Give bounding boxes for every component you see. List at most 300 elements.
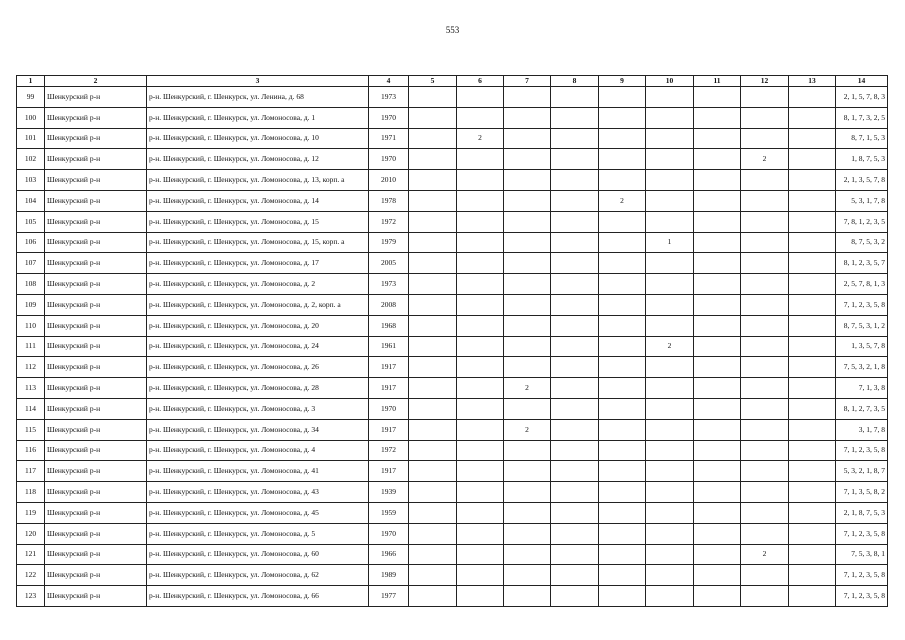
col11-cell [694, 440, 741, 461]
col8-cell [551, 419, 599, 440]
address-cell: р-н. Шенкурский, г. Шенкурск, ул. Ломоносова, д. 4 [147, 440, 369, 461]
sequence-cell: 7, 1, 2, 3, 5, 8 [836, 565, 888, 586]
district-cell: Шенкурский р-н [45, 87, 147, 108]
column-header-9: 9 [599, 76, 646, 87]
row-number: 104 [17, 190, 45, 211]
col10-cell [646, 315, 694, 336]
column-header-13: 13 [789, 76, 836, 87]
column-header-6: 6 [457, 76, 504, 87]
col12-cell: 2 [741, 544, 789, 565]
address-cell: р-н. Шенкурский, г. Шенкурск, ул. Ломоносова, д. 43 [147, 482, 369, 503]
col8-cell [551, 253, 599, 274]
column-header-2: 2 [45, 76, 147, 87]
sequence-cell: 5, 3, 2, 1, 8, 7 [836, 461, 888, 482]
address-cell: р-н. Шенкурский, г. Шенкурск, ул. Ломоносова, д. 41 [147, 461, 369, 482]
col12-cell [741, 190, 789, 211]
sequence-cell: 2, 5, 7, 8, 1, 3 [836, 274, 888, 295]
row-number: 102 [17, 149, 45, 170]
sequence-cell: 7, 1, 2, 3, 5, 8 [836, 294, 888, 315]
col6-cell [457, 586, 504, 607]
col11-cell [694, 190, 741, 211]
col7-cell [504, 190, 551, 211]
row-number: 109 [17, 294, 45, 315]
col7-cell [504, 274, 551, 295]
col12-cell [741, 440, 789, 461]
address-cell: р-н. Шенкурский, г. Шенкурск, ул. Ломоносова, д. 66 [147, 586, 369, 607]
col5-cell [409, 586, 457, 607]
sequence-cell: 7, 1, 3, 5, 8, 2 [836, 482, 888, 503]
address-cell: р-н. Шенкурский, г. Шенкурск, ул. Ломоносова, д. 12 [147, 149, 369, 170]
col10-cell [646, 440, 694, 461]
table-row [17, 482, 888, 503]
col6-cell [457, 107, 504, 128]
col9-cell [599, 128, 646, 149]
sequence-cell: 2, 1, 3, 5, 7, 8 [836, 170, 888, 191]
sequence-cell: 1, 8, 7, 5, 3 [836, 149, 888, 170]
col10-cell [646, 482, 694, 503]
sequence-cell: 5, 3, 1, 7, 8 [836, 190, 888, 211]
col8-cell [551, 315, 599, 336]
table-row [17, 565, 888, 586]
col13-cell [789, 87, 836, 108]
col6-cell [457, 211, 504, 232]
col10-cell [646, 398, 694, 419]
address-cell: р-н. Шенкурский, г. Шенкурск, ул. Ломоносова, д. 2 [147, 274, 369, 295]
col13-cell [789, 398, 836, 419]
col12-cell [741, 419, 789, 440]
col7-cell [504, 315, 551, 336]
address-cell: р-н. Шенкурский, г. Шенкурск, ул. Ленина, д. 68 [147, 87, 369, 108]
col5-cell [409, 440, 457, 461]
col12-cell [741, 482, 789, 503]
row-number: 121 [17, 544, 45, 565]
col10-cell [646, 128, 694, 149]
col5-cell [409, 274, 457, 295]
col10-cell [646, 565, 694, 586]
year-cell: 1973 [369, 87, 409, 108]
sequence-cell: 8, 7, 5, 3, 1, 2 [836, 315, 888, 336]
col6-cell [457, 170, 504, 191]
col9-cell [599, 336, 646, 357]
col11-cell [694, 586, 741, 607]
row-number: 112 [17, 357, 45, 378]
row-number: 120 [17, 523, 45, 544]
col7-cell [504, 565, 551, 586]
col6-cell [457, 482, 504, 503]
col8-cell [551, 274, 599, 295]
col13-cell [789, 253, 836, 274]
row-number: 123 [17, 586, 45, 607]
col7-cell [504, 107, 551, 128]
col5-cell [409, 544, 457, 565]
col10-cell [646, 87, 694, 108]
registry-table [16, 75, 888, 607]
sequence-cell: 8, 7, 1, 5, 3 [836, 128, 888, 149]
table-row [17, 378, 888, 399]
column-header-7: 7 [504, 76, 551, 87]
col9-cell [599, 357, 646, 378]
row-number: 103 [17, 170, 45, 191]
address-cell: р-н. Шенкурский, г. Шенкурск, ул. Ломоносова, д. 28 [147, 378, 369, 399]
row-number: 115 [17, 419, 45, 440]
table-row [17, 544, 888, 565]
district-cell: Шенкурский р-н [45, 461, 147, 482]
sequence-cell: 2, 1, 8, 7, 5, 3 [836, 502, 888, 523]
table-row [17, 87, 888, 108]
col9-cell [599, 565, 646, 586]
col12-cell [741, 128, 789, 149]
col12-cell [741, 253, 789, 274]
address-cell: р-н. Шенкурский, г. Шенкурск, ул. Ломоносова, д. 3 [147, 398, 369, 419]
table-body [17, 87, 888, 607]
sequence-cell: 7, 1, 3, 8 [836, 378, 888, 399]
col7-cell [504, 149, 551, 170]
col10-cell [646, 253, 694, 274]
district-cell: Шенкурский р-н [45, 523, 147, 544]
row-number: 118 [17, 482, 45, 503]
col8-cell [551, 544, 599, 565]
page-number: 553 [445, 25, 460, 35]
column-header-10: 10 [646, 76, 694, 87]
col5-cell [409, 128, 457, 149]
address-cell: р-н. Шенкурский, г. Шенкурск, ул. Ломоносова, д. 45 [147, 502, 369, 523]
col13-cell [789, 211, 836, 232]
year-cell: 1968 [369, 315, 409, 336]
address-cell: р-н. Шенкурский, г. Шенкурск, ул. Ломоносова, д. 26 [147, 357, 369, 378]
col8-cell [551, 107, 599, 128]
year-cell: 1989 [369, 565, 409, 586]
col10-cell [646, 170, 694, 191]
col13-cell [789, 315, 836, 336]
col11-cell [694, 232, 741, 253]
col13-cell [789, 357, 836, 378]
district-cell: Шенкурский р-н [45, 544, 147, 565]
col10-cell: 1 [646, 232, 694, 253]
address-cell: р-н. Шенкурский, г. Шенкурск, ул. Ломоносова, д. 20 [147, 315, 369, 336]
district-cell: Шенкурский р-н [45, 378, 147, 399]
sequence-cell: 8, 1, 7, 3, 2, 5 [836, 107, 888, 128]
col13-cell [789, 461, 836, 482]
col12-cell [741, 87, 789, 108]
table-row [17, 357, 888, 378]
col5-cell [409, 190, 457, 211]
col13-cell [789, 586, 836, 607]
col5-cell [409, 315, 457, 336]
table-row [17, 170, 888, 191]
district-cell: Шенкурский р-н [45, 107, 147, 128]
col12-cell: 2 [741, 149, 789, 170]
col11-cell [694, 274, 741, 295]
col8-cell [551, 190, 599, 211]
district-cell: Шенкурский р-н [45, 128, 147, 149]
col8-cell [551, 149, 599, 170]
col5-cell [409, 419, 457, 440]
col8-cell [551, 87, 599, 108]
address-cell: р-н. Шенкурский, г. Шенкурск, ул. Ломоносова, д. 5 [147, 523, 369, 544]
row-number: 122 [17, 565, 45, 586]
year-cell: 2005 [369, 253, 409, 274]
col13-cell [789, 274, 836, 295]
year-cell: 1979 [369, 232, 409, 253]
district-cell: Шенкурский р-н [45, 211, 147, 232]
district-cell: Шенкурский р-н [45, 482, 147, 503]
col12-cell [741, 170, 789, 191]
sequence-cell: 7, 5, 3, 2, 1, 8 [836, 357, 888, 378]
col10-cell [646, 523, 694, 544]
col7-cell [504, 482, 551, 503]
year-cell: 1961 [369, 336, 409, 357]
row-number: 110 [17, 315, 45, 336]
col9-cell [599, 586, 646, 607]
col9-cell [599, 378, 646, 399]
col5-cell [409, 87, 457, 108]
row-number: 105 [17, 211, 45, 232]
col6-cell [457, 232, 504, 253]
year-cell: 1972 [369, 440, 409, 461]
col6-cell [457, 315, 504, 336]
col12-cell [741, 315, 789, 336]
col11-cell [694, 294, 741, 315]
col9-cell [599, 232, 646, 253]
col12-cell [741, 461, 789, 482]
col7-cell [504, 232, 551, 253]
table-row [17, 149, 888, 170]
table-row [17, 586, 888, 607]
col12-cell [741, 523, 789, 544]
col11-cell [694, 87, 741, 108]
col10-cell: 2 [646, 336, 694, 357]
district-cell: Шенкурский р-н [45, 274, 147, 295]
year-cell: 1917 [369, 461, 409, 482]
sequence-cell: 8, 1, 2, 7, 3, 5 [836, 398, 888, 419]
table-row [17, 274, 888, 295]
district-cell: Шенкурский р-н [45, 315, 147, 336]
col6-cell: 2 [457, 128, 504, 149]
year-cell: 1966 [369, 544, 409, 565]
col11-cell [694, 502, 741, 523]
col7-cell [504, 357, 551, 378]
col7-cell [504, 461, 551, 482]
district-cell: Шенкурский р-н [45, 170, 147, 191]
col12-cell [741, 565, 789, 586]
address-cell: р-н. Шенкурский, г. Шенкурск, ул. Ломоносова, д. 60 [147, 544, 369, 565]
col5-cell [409, 107, 457, 128]
table-row [17, 461, 888, 482]
sequence-cell: 7, 1, 2, 3, 5, 8 [836, 523, 888, 544]
year-cell: 1959 [369, 502, 409, 523]
column-header-8: 8 [551, 76, 599, 87]
col8-cell [551, 482, 599, 503]
address-cell: р-н. Шенкурский, г. Шенкурск, ул. Ломоносова, д. 14 [147, 190, 369, 211]
year-cell: 1939 [369, 482, 409, 503]
col10-cell [646, 190, 694, 211]
district-cell: Шенкурский р-н [45, 398, 147, 419]
col13-cell [789, 336, 836, 357]
row-number: 106 [17, 232, 45, 253]
col13-cell [789, 502, 836, 523]
col11-cell [694, 253, 741, 274]
col9-cell [599, 523, 646, 544]
col11-cell [694, 398, 741, 419]
col7-cell [504, 336, 551, 357]
col6-cell [457, 523, 504, 544]
row-number: 99 [17, 87, 45, 108]
col5-cell [409, 502, 457, 523]
col10-cell [646, 461, 694, 482]
col12-cell [741, 586, 789, 607]
col5-cell [409, 336, 457, 357]
address-cell: р-н. Шенкурский, г. Шенкурск, ул. Ломоносова, д. 24 [147, 336, 369, 357]
row-number: 114 [17, 398, 45, 419]
col9-cell [599, 461, 646, 482]
col10-cell [646, 419, 694, 440]
col9-cell [599, 502, 646, 523]
year-cell: 2010 [369, 170, 409, 191]
col8-cell [551, 398, 599, 419]
year-cell: 2008 [369, 294, 409, 315]
col11-cell [694, 357, 741, 378]
district-cell: Шенкурский р-н [45, 149, 147, 170]
header-row [17, 76, 888, 87]
col5-cell [409, 232, 457, 253]
address-cell: р-н. Шенкурский, г. Шенкурск, ул. Ломоносова, д. 1 [147, 107, 369, 128]
col9-cell [599, 398, 646, 419]
col8-cell [551, 336, 599, 357]
col7-cell [504, 294, 551, 315]
table-row [17, 232, 888, 253]
col10-cell [646, 274, 694, 295]
year-cell: 1972 [369, 211, 409, 232]
column-header-1: 1 [17, 76, 45, 87]
col12-cell [741, 378, 789, 399]
row-number: 116 [17, 440, 45, 461]
col11-cell [694, 544, 741, 565]
col12-cell [741, 274, 789, 295]
table-row [17, 190, 888, 211]
col6-cell [457, 378, 504, 399]
col12-cell [741, 232, 789, 253]
row-number: 107 [17, 253, 45, 274]
table-row [17, 315, 888, 336]
district-cell: Шенкурский р-н [45, 253, 147, 274]
sequence-cell: 7, 1, 2, 3, 5, 8 [836, 586, 888, 607]
sequence-cell: 2, 1, 5, 7, 8, 3 [836, 87, 888, 108]
col11-cell [694, 149, 741, 170]
table-row [17, 128, 888, 149]
col9-cell [599, 315, 646, 336]
year-cell: 1917 [369, 357, 409, 378]
col9-cell [599, 253, 646, 274]
col11-cell [694, 461, 741, 482]
col5-cell [409, 253, 457, 274]
col6-cell [457, 565, 504, 586]
col8-cell [551, 565, 599, 586]
col5-cell [409, 565, 457, 586]
col13-cell [789, 170, 836, 191]
district-cell: Шенкурский р-н [45, 419, 147, 440]
col6-cell [457, 544, 504, 565]
col7-cell [504, 440, 551, 461]
col11-cell [694, 107, 741, 128]
col7-cell [504, 523, 551, 544]
col8-cell [551, 211, 599, 232]
col6-cell [457, 502, 504, 523]
col9-cell [599, 87, 646, 108]
district-cell: Шенкурский р-н [45, 190, 147, 211]
col9-cell [599, 274, 646, 295]
address-cell: р-н. Шенкурский, г. Шенкурск, ул. Ломоносова, д. 15, корп. а [147, 232, 369, 253]
col13-cell [789, 128, 836, 149]
col7-cell [504, 87, 551, 108]
col7-cell [504, 544, 551, 565]
row-number: 113 [17, 378, 45, 399]
col12-cell [741, 502, 789, 523]
column-header-5: 5 [409, 76, 457, 87]
column-header-4: 4 [369, 76, 409, 87]
col5-cell [409, 461, 457, 482]
column-header-12: 12 [741, 76, 789, 87]
row-number: 108 [17, 274, 45, 295]
col10-cell [646, 294, 694, 315]
col6-cell [457, 149, 504, 170]
row-number: 119 [17, 502, 45, 523]
col10-cell [646, 357, 694, 378]
sequence-cell: 7, 8, 1, 2, 3, 5 [836, 211, 888, 232]
col13-cell [789, 544, 836, 565]
col10-cell [646, 502, 694, 523]
column-header-11: 11 [694, 76, 741, 87]
sequence-cell: 1, 3, 5, 7, 8 [836, 336, 888, 357]
district-cell: Шенкурский р-н [45, 502, 147, 523]
col6-cell [457, 357, 504, 378]
sequence-cell: 8, 7, 5, 3, 2 [836, 232, 888, 253]
col13-cell [789, 419, 836, 440]
col13-cell [789, 378, 836, 399]
col6-cell [457, 398, 504, 419]
col12-cell [741, 107, 789, 128]
col8-cell [551, 170, 599, 191]
col7-cell [504, 211, 551, 232]
col5-cell [409, 398, 457, 419]
address-cell: р-н. Шенкурский, г. Шенкурск, ул. Ломоносова, д. 2, корп. а [147, 294, 369, 315]
col13-cell [789, 232, 836, 253]
col5-cell [409, 170, 457, 191]
col10-cell [646, 107, 694, 128]
column-header-3: 3 [147, 76, 369, 87]
col8-cell [551, 586, 599, 607]
table-row [17, 211, 888, 232]
col10-cell [646, 149, 694, 170]
col5-cell [409, 149, 457, 170]
district-cell: Шенкурский р-н [45, 336, 147, 357]
col8-cell [551, 461, 599, 482]
col9-cell [599, 419, 646, 440]
col10-cell [646, 586, 694, 607]
table-row [17, 398, 888, 419]
year-cell: 1970 [369, 149, 409, 170]
address-cell: р-н. Шенкурский, г. Шенкурск, ул. Ломоносова, д. 13, корп. а [147, 170, 369, 191]
row-number: 117 [17, 461, 45, 482]
col11-cell [694, 336, 741, 357]
col13-cell [789, 149, 836, 170]
district-cell: Шенкурский р-н [45, 294, 147, 315]
col13-cell [789, 190, 836, 211]
col11-cell [694, 523, 741, 544]
year-cell: 1970 [369, 107, 409, 128]
col6-cell [457, 294, 504, 315]
col5-cell [409, 211, 457, 232]
col12-cell [741, 357, 789, 378]
